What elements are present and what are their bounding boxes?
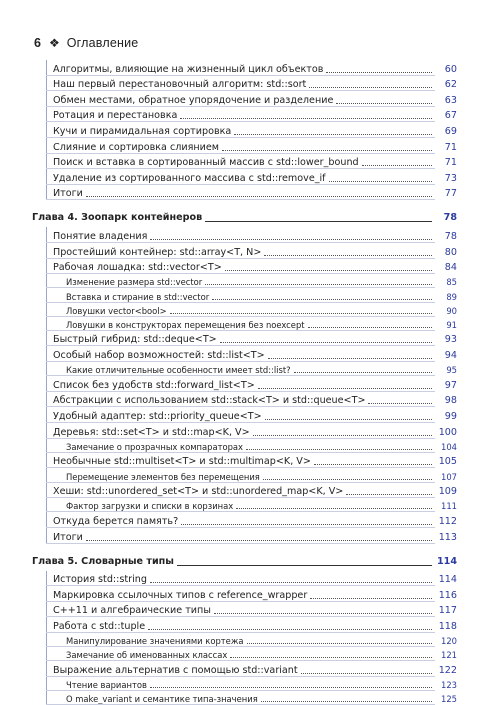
entry-page-number: 116 [438, 589, 457, 601]
entry-page-number: 94 [444, 350, 457, 362]
dot-leader [177, 565, 432, 566]
dot-leader [326, 72, 432, 73]
toc-entry[interactable] [46, 122, 457, 138]
toc-entry[interactable] [46, 691, 457, 705]
entry-page-number: 120 [441, 636, 457, 647]
entry-page-number: 85 [446, 277, 457, 288]
dot-leader [263, 479, 432, 480]
dot-leader [346, 494, 432, 495]
entry-title: Кучи и пирамидальная сортировка [53, 125, 232, 137]
dot-leader [180, 118, 432, 119]
dot-leader [230, 657, 432, 658]
entry-page-number: 71 [444, 157, 457, 169]
dot-leader [310, 598, 432, 599]
dot-leader [170, 313, 432, 314]
entry-page-number: 100 [438, 426, 457, 438]
entry-page-number: 78 [444, 230, 457, 242]
entry-page-number: 78 [443, 212, 457, 224]
dot-leader [86, 540, 432, 541]
entry-page-number: 104 [441, 441, 457, 452]
entry-page-number: 125 [441, 694, 457, 705]
toc-entry[interactable] [46, 586, 457, 602]
dot-leader [362, 165, 432, 166]
table-of-contents [32, 60, 457, 705]
dot-leader [308, 327, 432, 328]
toc-entry[interactable] [46, 185, 457, 201]
entry-title: Рабочая лошадка: std::vector<T> [53, 262, 222, 274]
entry-page-number: 69 [444, 125, 457, 137]
toc-entry[interactable] [46, 303, 457, 317]
dot-leader [150, 582, 432, 583]
toc-entry[interactable] [46, 76, 457, 92]
toc-entry[interactable] [46, 647, 457, 661]
entry-page-number: 95 [446, 365, 457, 376]
dot-leader [301, 673, 432, 674]
entry-page-number: 80 [444, 246, 457, 258]
entry-title: Быстрый гибрид: std::deque<T> [53, 334, 217, 346]
entry-title: Чтение вариантов [66, 680, 147, 691]
ornament-icon: ❖ [48, 36, 60, 50]
chapter-entry[interactable] [32, 208, 457, 224]
entry-title: Деревья: std::set<T> и std::map<K, V> [53, 426, 250, 438]
dot-leader [236, 508, 432, 509]
entry-title: Итоги [53, 531, 83, 543]
entry-page-number: 121 [441, 650, 457, 661]
toc-entry[interactable] [46, 362, 457, 376]
entry-title: Перемещение элементов без перемещения [66, 471, 260, 482]
dot-leader [150, 239, 432, 240]
toc-entry[interactable] [46, 483, 457, 499]
toc-entry[interactable] [46, 331, 457, 347]
entry-page-number: 71 [444, 141, 457, 153]
toc-entry[interactable] [46, 602, 457, 618]
dot-leader [212, 299, 432, 300]
entry-title: Слияние и сортировка слиянием [53, 141, 220, 153]
entry-page-number: 93 [444, 334, 457, 346]
toc-entry[interactable] [46, 91, 457, 107]
entry-page-number: 63 [444, 94, 457, 106]
dot-leader [253, 435, 432, 436]
entry-page-number: 109 [438, 486, 457, 498]
toc-entry[interactable] [46, 60, 457, 76]
page-number: 6 [34, 36, 41, 50]
entry-title: Изменение размера std::vector [66, 277, 203, 288]
entry-title: Ловушки vector<bool> [66, 305, 167, 316]
entry-page-number: 89 [446, 291, 457, 302]
entry-title: Список без удобств std::forward_list<T> [53, 379, 255, 391]
entry-title: Работа с std::tuple [53, 620, 146, 632]
entry-title: Поиск и вставка в сортированный массив с std::lower_bound [53, 157, 359, 169]
chapter-entry[interactable] [32, 552, 457, 568]
entry-title: Ротация и перестановка [53, 110, 178, 122]
entry-title: Алгоритмы, влияющие на жизненный цикл объектов [53, 63, 324, 75]
toc-entry[interactable] [46, 138, 457, 154]
entry-title: Обмен местами, обратное упорядочение и разделение [53, 94, 334, 106]
entry-page-number: 97 [444, 379, 457, 391]
toc-entry[interactable] [46, 346, 457, 362]
toc-entry[interactable] [46, 392, 457, 408]
dot-leader [261, 701, 432, 702]
entry-page-number: 112 [438, 515, 457, 527]
dot-leader [181, 524, 432, 525]
dot-leader [148, 629, 432, 630]
toc-entry[interactable] [46, 498, 457, 512]
dot-leader [258, 388, 432, 389]
entry-page-number: 113 [438, 531, 457, 543]
toc-entry[interactable] [46, 107, 457, 123]
toc-entry[interactable] [46, 617, 457, 633]
dot-leader [246, 449, 432, 450]
entry-title: Абстракции с использованием std::stack<T> и std::queue<T> [53, 395, 366, 407]
toc-entry[interactable] [46, 453, 457, 469]
dot-leader [264, 255, 432, 256]
toc-entry[interactable] [46, 528, 457, 544]
entry-title: Особый набор возможностей: std::list<T> [53, 350, 265, 362]
entry-page-number: 91 [446, 319, 457, 330]
entry-page-number: 105 [438, 456, 457, 468]
entry-title: Маркировка ссылочных типов с reference_wrapper [53, 589, 308, 601]
dot-leader [86, 196, 432, 197]
toc-entry[interactable] [46, 512, 457, 528]
dot-leader [336, 103, 432, 104]
entry-title: О make_variant и семантике типа-значения [66, 694, 258, 705]
entry-title: Фактор загрузки и списки в корзинах [66, 501, 234, 512]
entry-title: Глава 4. Зоопарк контейнеров [32, 212, 203, 224]
toc-entry[interactable] [46, 439, 457, 453]
entry-title: Ловушки в конструкторах перемещения без noexcept [66, 319, 305, 330]
entry-page-number: 67 [444, 110, 457, 122]
dot-leader [309, 87, 432, 88]
toc-entry[interactable] [46, 259, 457, 275]
entry-page-number: 117 [438, 605, 457, 617]
toc-entry[interactable] [46, 154, 457, 170]
entry-page-number: 114 [438, 574, 457, 586]
dot-leader [222, 150, 432, 151]
entry-title: История std::string [53, 574, 147, 586]
toc-entry[interactable] [46, 468, 457, 482]
toc-entry[interactable] [46, 407, 457, 423]
entry-title: Откуда берется память? [53, 515, 179, 527]
entry-title: Удаление из сортированного массива с std::remove_if [53, 172, 326, 184]
dot-leader [268, 358, 432, 359]
entry-page-number: 98 [444, 395, 457, 407]
dot-leader [265, 419, 432, 420]
entry-title: Простейший контейнер: std::array<T, N> [53, 246, 262, 258]
dot-leader [247, 643, 433, 644]
entry-title: Понятие владения [53, 230, 148, 242]
entry-page-number: 122 [438, 664, 457, 676]
entry-title: Замечание о прозрачных компараторах [66, 441, 244, 452]
toc-entry[interactable] [46, 274, 457, 288]
toc-entry[interactable] [46, 571, 457, 587]
entry-page-number: 90 [446, 305, 457, 316]
toc-entry[interactable] [46, 288, 457, 302]
entry-page-number: 123 [441, 680, 457, 691]
dot-leader [329, 181, 432, 182]
dot-leader [294, 372, 432, 373]
toc-entry[interactable] [46, 633, 457, 647]
entry-title: Наш первый перестановочный алгоритм: std::sort [53, 79, 307, 91]
toc-entry[interactable] [46, 661, 457, 677]
entry-page-number: 60 [444, 63, 457, 75]
entry-page-number: 114 [436, 555, 457, 567]
entry-page-number: 118 [438, 620, 457, 632]
entry-title: Замечание об именованных классах [66, 650, 228, 661]
dot-leader [234, 134, 432, 135]
dot-leader [368, 403, 432, 404]
toc-entry[interactable] [46, 169, 457, 185]
toc-entry[interactable] [46, 243, 457, 259]
entry-title: C++11 и алгебраические типы [53, 605, 211, 617]
entry-title: Выражение альтернатив с помощью std::variant [53, 664, 298, 676]
entry-title: Вставка и стирание в std::vector [66, 291, 210, 302]
entry-title: Необычные std::multiset<T> и std::multimap<K, V> [53, 456, 311, 468]
entry-title: Итоги [53, 188, 83, 200]
running-header [34, 34, 138, 52]
toc-entry[interactable] [46, 423, 457, 439]
dot-leader [214, 613, 432, 614]
dot-leader [205, 284, 432, 285]
entry-page-number: 77 [444, 188, 457, 200]
dot-leader [220, 342, 432, 343]
toc-entry[interactable] [46, 317, 457, 331]
entry-title: Манипулирование значениями кортежа [66, 636, 244, 647]
entry-page-number: 107 [441, 471, 457, 482]
entry-page-number: 84 [444, 262, 457, 274]
entry-title: Глава 5. Словарные типы [32, 555, 174, 567]
entry-title: Хеши: std::unordered_set<T> и std::unordered_map<K, V> [53, 486, 344, 498]
entry-page-number: 62 [444, 79, 457, 91]
entry-title: Удобный адаптер: std::priority_queue<T> [53, 411, 262, 423]
toc-entry[interactable] [46, 227, 457, 243]
running-title: Оглавление [66, 36, 139, 50]
toc-entry[interactable] [46, 677, 457, 691]
entry-page-number: 99 [444, 411, 457, 423]
entry-page-number: 73 [444, 172, 457, 184]
dot-leader [225, 270, 432, 271]
toc-entry[interactable] [46, 376, 457, 392]
dot-leader [205, 221, 432, 222]
dot-leader [314, 464, 432, 465]
entry-title: Какие отличительные особенности имеет std::list? [66, 365, 291, 376]
entry-page-number: 111 [441, 501, 457, 512]
